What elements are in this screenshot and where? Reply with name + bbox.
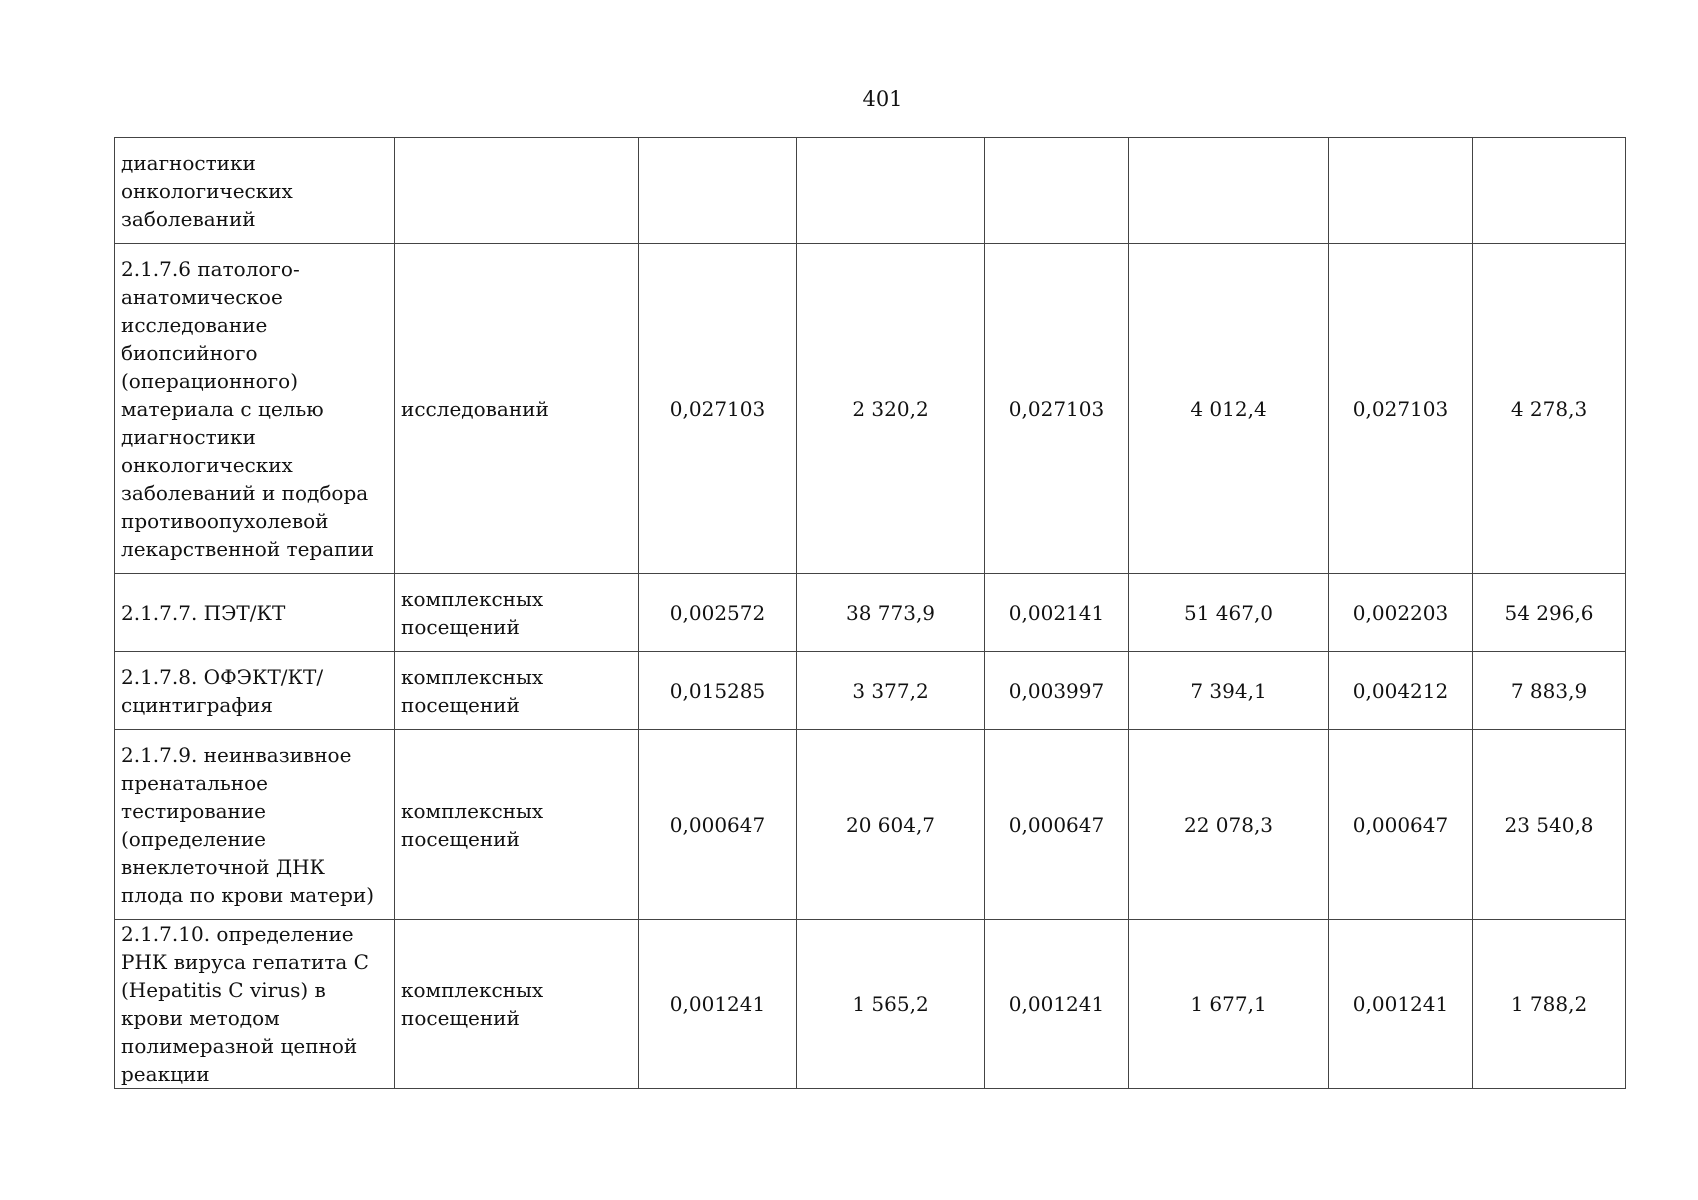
- table-row: [115, 730, 1626, 920]
- table-row: [115, 652, 1626, 730]
- value-cell: 23 540,8: [1473, 730, 1626, 920]
- value-cell: 0,015285: [639, 652, 797, 730]
- row-unit-cell: исследований: [395, 244, 639, 574]
- value-cell: [639, 138, 797, 244]
- value-cell: 7 394,1: [1129, 652, 1329, 730]
- row-name-cell: 2.1.7.9. неинвазивное пренатальное тестирование (определение внеклеточной ДНК плода по крови матери): [115, 730, 395, 920]
- value-cell: 0,003997: [985, 652, 1129, 730]
- value-cell: 20 604,7: [797, 730, 985, 920]
- value-cell: 0,004212: [1329, 652, 1473, 730]
- row-unit-cell: комплексных посещений: [395, 652, 639, 730]
- value-cell: [1473, 138, 1626, 244]
- value-cell: 0,002203: [1329, 574, 1473, 652]
- row-name-cell: 2.1.7.6 патолого-анатомическое исследование биопсийного (операционного) материала с целью диагностики онкологических заболеваний и подбора противоопухолевой лекарственной терапии: [115, 244, 395, 574]
- value-cell: 0,000647: [639, 730, 797, 920]
- value-cell: 4 012,4: [1129, 244, 1329, 574]
- value-cell: 0,001241: [639, 920, 797, 1089]
- value-cell: [985, 138, 1129, 244]
- table-row: [115, 920, 1626, 1089]
- value-cell: [797, 138, 985, 244]
- value-cell: 3 377,2: [797, 652, 985, 730]
- row-unit-cell: комплексных посещений: [395, 730, 639, 920]
- page-number: 401: [862, 87, 903, 111]
- row-unit-cell: [395, 138, 639, 244]
- row-name-cell: 2.1.7.7. ПЭТ/КТ: [115, 574, 395, 652]
- value-cell: [1129, 138, 1329, 244]
- value-cell: [1329, 138, 1473, 244]
- value-cell: 0,027103: [985, 244, 1129, 574]
- value-cell: 22 078,3: [1129, 730, 1329, 920]
- table-row: [115, 138, 1626, 244]
- value-cell: 1 565,2: [797, 920, 985, 1089]
- value-cell: 1 788,2: [1473, 920, 1626, 1089]
- value-cell: 0,000647: [985, 730, 1129, 920]
- value-cell: 0,027103: [639, 244, 797, 574]
- value-cell: 0,002141: [985, 574, 1129, 652]
- value-cell: 51 467,0: [1129, 574, 1329, 652]
- value-cell: 0,001241: [985, 920, 1129, 1089]
- value-cell: 0,027103: [1329, 244, 1473, 574]
- value-cell: 2 320,2: [797, 244, 985, 574]
- row-name-cell: диагностики онкологических заболеваний: [115, 138, 395, 244]
- value-cell: 54 296,6: [1473, 574, 1626, 652]
- value-cell: 0,000647: [1329, 730, 1473, 920]
- row-name-cell: 2.1.7.10. определение РНК вируса гепатита С (Hepatitis C virus) в крови методом полимеразной цепной реакции: [115, 920, 395, 1089]
- data-table: [114, 137, 1626, 1089]
- row-name-cell: 2.1.7.8. ОФЭКТ/КТ/сцинтиграфия: [115, 652, 395, 730]
- value-cell: 0,001241: [1329, 920, 1473, 1089]
- value-cell: 7 883,9: [1473, 652, 1626, 730]
- row-unit-cell: комплексных посещений: [395, 574, 639, 652]
- row-unit-cell: комплексных посещений: [395, 920, 639, 1089]
- value-cell: 38 773,9: [797, 574, 985, 652]
- table-row: [115, 244, 1626, 574]
- table-row: [115, 574, 1626, 652]
- value-cell: 0,002572: [639, 574, 797, 652]
- value-cell: 1 677,1: [1129, 920, 1329, 1089]
- value-cell: 4 278,3: [1473, 244, 1626, 574]
